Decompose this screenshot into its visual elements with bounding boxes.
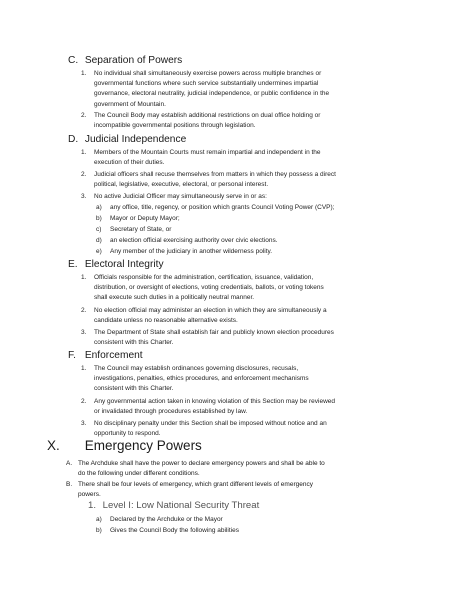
item-text-line: or invalidated through procedures established by law. xyxy=(94,408,248,416)
section-title: Judicial Independence xyxy=(84,134,187,145)
section-label: D. xyxy=(68,134,79,145)
section-heading-enforcement xyxy=(68,350,438,362)
item-number: 2. xyxy=(81,171,87,178)
item-text-line: No individual shall simultaneously exercise powers across multiple branches or xyxy=(94,70,322,77)
subitem-letter: c) xyxy=(96,226,102,233)
item-text-line: Judicial officers shall recuse themselves from matters in which they possess a direct xyxy=(94,171,336,178)
item-text-line: The Archduke shall have the power to declare emergency powers and shall be able to xyxy=(78,460,325,467)
section-label: E. xyxy=(68,259,78,270)
subitem-text: Declared by the Archduke or the Mayor xyxy=(110,516,223,523)
subitem-text: Mayor or Deputy Mayor; xyxy=(110,215,180,222)
item-number: 3. xyxy=(81,193,87,200)
item-text-line: No election official may administer an election in which they are simultaneously a xyxy=(94,307,327,314)
item-text-line: powers. xyxy=(78,491,101,499)
item-text-line: No active Judicial Officer may simultaneously serve in or as: xyxy=(94,193,267,200)
item-text-line: There shall be four levels of emergency, which grant different levels of emergency xyxy=(78,481,313,488)
subitem-letter: d) xyxy=(96,237,102,244)
item-number: 2. xyxy=(81,398,87,405)
chapter-title: Emergency Powers xyxy=(84,438,202,453)
item-text-line: shall execute such duties in a politically neutral manner. xyxy=(94,294,255,302)
item-text-line: distribution, or oversight of elections, voting credentials, ballots, or voting tokens xyxy=(94,284,324,292)
item-text-line: consistent with this Charter. xyxy=(94,385,174,393)
item-number: 3. xyxy=(81,420,87,427)
section-title: Electoral Integrity xyxy=(84,259,164,270)
subitem-text: Any member of the judiciary in another wilderness polity. xyxy=(110,248,273,255)
subitem-letter: a) xyxy=(96,204,102,211)
section-title: Separation of Powers xyxy=(84,55,183,66)
item-text-line: execution of their duties. xyxy=(94,159,165,167)
item-text-line: consistent with this Charter. xyxy=(94,339,174,347)
chapter-heading-emergency-powers xyxy=(47,438,202,454)
item-text-line: candidate unless no reasonable alternative exists. xyxy=(94,317,238,325)
level-title: Level I: Low National Security Threat xyxy=(102,500,260,511)
subitem-text: Gives the Council Body the following abilities xyxy=(110,527,239,534)
item-text-line: Officials responsible for the administration, certification, issuance, validation, xyxy=(94,274,314,281)
item-number: 3. xyxy=(81,329,87,336)
subitem-text: an election official exercising authority over civic elections. xyxy=(110,237,278,244)
item-text-line: The Council Body may establish additional restrictions on dual office holding or xyxy=(94,112,321,119)
subitem-letter: e) xyxy=(96,248,102,255)
item-text-line: Members of the Mountain Courts must remain impartial and independent in the xyxy=(94,149,321,156)
item-text-line: government of Mountain. xyxy=(94,100,166,108)
subitem-letter: b) xyxy=(96,215,102,222)
section-heading-electoral-integrity xyxy=(68,259,438,271)
item-text-line: The Department of State shall establish fair and publicly known election procedures xyxy=(94,329,334,336)
item-text-line: incompatible governmental positions through legislation. xyxy=(94,122,256,130)
item-letter: B. xyxy=(66,481,73,488)
chapter-label: X. xyxy=(47,438,60,453)
section-title: Enforcement xyxy=(84,350,143,361)
item-letter: A. xyxy=(66,460,73,467)
subitem-letter: a) xyxy=(96,516,102,523)
section-label: F. xyxy=(68,350,76,361)
item-number: 2. xyxy=(81,112,87,119)
subitem-letter: b) xyxy=(96,527,102,534)
section-label: C. xyxy=(68,55,79,66)
section-heading-separation-of-powers xyxy=(68,55,438,67)
item-text-line: do the following under different conditions. xyxy=(78,470,200,478)
item-text-line: No disciplinary penalty under this Section shall be imposed without notice and an xyxy=(94,420,327,427)
item-text-line: governance, electoral neutrality, judicial independence, or public confidence in the xyxy=(94,90,330,98)
item-number: 2. xyxy=(81,307,87,314)
item-number: 1. xyxy=(81,274,87,281)
level-heading xyxy=(88,500,259,512)
section-heading-judicial-independence xyxy=(68,134,438,146)
item-number: 1. xyxy=(81,149,87,156)
item-number: 1. xyxy=(81,365,87,372)
item-text-line: political, legislative, executive, electoral, or personal interest. xyxy=(94,181,269,189)
item-text-line: The Council may establish ordinances governing disclosures, recusals, xyxy=(94,365,299,372)
subitem-text: any office, title, regency, or position which grants Council Voting Power (CVP); xyxy=(110,204,335,211)
item-number: 1. xyxy=(81,70,87,77)
subitem-text: Secretary of State, or xyxy=(110,226,172,233)
level-number: 1. xyxy=(88,500,97,511)
item-text-line: governmental functions where such service substantially undermines impartial xyxy=(94,80,319,88)
item-text-line: investigations, penalties, ethics procedures, and enforcement mechanisms xyxy=(94,375,309,383)
item-text-line: opportunity to respond. xyxy=(94,430,161,438)
item-text-line: Any governmental action taken in knowing violation of this Section may be reviewed xyxy=(94,398,335,405)
